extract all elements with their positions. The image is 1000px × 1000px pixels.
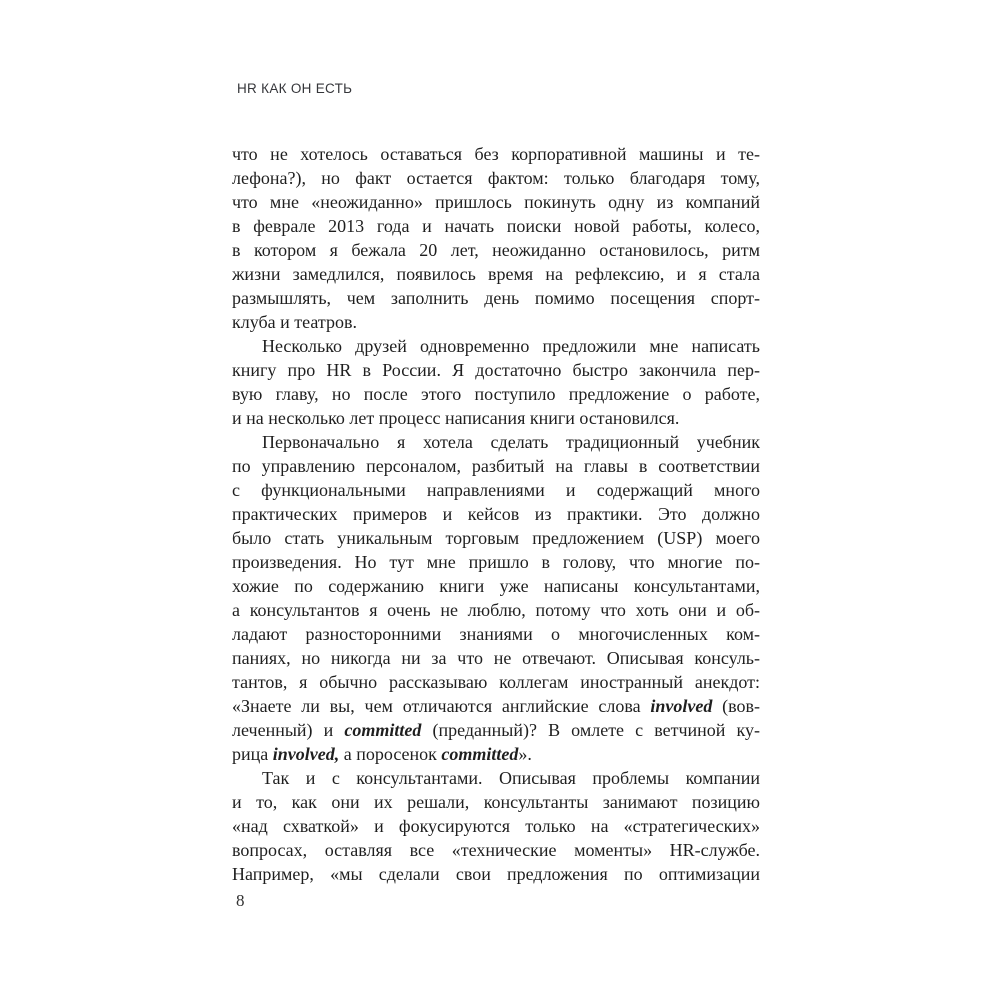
- body-text: в феврале 2013 года и начать поиски новой работы, колесо,: [232, 216, 760, 236]
- body-text: «над схваткой» и фокусируются только на «стратегических»: [232, 816, 760, 836]
- text-line: [232, 766, 760, 790]
- text-line: [232, 622, 760, 646]
- emphasis-text: involved: [650, 696, 713, 716]
- text-block: [232, 142, 760, 886]
- body-text: в котором я бежала 20 лет, неожиданно остановилось, ритм: [232, 240, 760, 260]
- body-text: Например, «мы сделали свои предложения по оптимизации: [232, 864, 760, 884]
- body-text: а консультантов я очень не люблю, потому что хоть они и об-: [232, 600, 760, 620]
- body-text: что мне «неожиданно» пришлось покинуть одну из компаний: [232, 192, 760, 212]
- emphasis-text: committed: [441, 744, 519, 764]
- text-line: [232, 502, 760, 526]
- paragraph: [232, 766, 760, 886]
- body-text: по управлению персоналом, разбитый на главы в соответствии: [232, 456, 760, 476]
- paragraph: [232, 334, 760, 430]
- text-line: [232, 838, 760, 862]
- body-text: паниях, но никогда ни за что не отвечают. Описывая консуль-: [232, 648, 760, 668]
- text-line: [232, 646, 760, 670]
- text-line: [232, 190, 760, 214]
- body-text: ».: [518, 744, 532, 764]
- text-line: [232, 382, 760, 406]
- text-line: [232, 550, 760, 574]
- text-line: [232, 742, 760, 766]
- body-text: хожие по содержанию книги уже написаны консультантами,: [232, 576, 760, 596]
- body-text: «Знаете ли вы, чем отличаются английские слова: [232, 696, 651, 716]
- text-line: [232, 574, 760, 598]
- page-number: 8: [236, 891, 245, 910]
- text-line: [232, 862, 760, 886]
- body-text: было стать уникальным торговым предложением (USP) моего: [232, 528, 760, 548]
- body-text: вую главу, но после этого поступило предложение о работе,: [232, 384, 760, 404]
- body-text: практических примеров и кейсов из практики. Это должно: [232, 504, 760, 524]
- text-line: [232, 670, 760, 694]
- body-text: и на несколько лет процесс написания книги остановился.: [232, 408, 680, 428]
- body-text: размышлять, чем заполнить день помимо посещения спорт-: [232, 288, 760, 308]
- paragraph: [232, 142, 760, 334]
- text-line: [232, 526, 760, 550]
- text-line: [232, 454, 760, 478]
- running-header: HR КАК ОН ЕСТЬ: [237, 81, 353, 96]
- text-line: [232, 814, 760, 838]
- text-line: [232, 478, 760, 502]
- text-line: [232, 214, 760, 238]
- text-line: [232, 166, 760, 190]
- body-text: Несколько друзей одновременно предложили мне написать: [262, 336, 760, 356]
- body-text: клуба и театров.: [232, 312, 357, 332]
- text-line: [232, 358, 760, 382]
- text-line: [232, 286, 760, 310]
- text-line: [232, 310, 760, 334]
- body-text: ладают разносторонними знаниями о многочисленных ком-: [232, 624, 760, 644]
- text-line: [232, 790, 760, 814]
- paragraph: [232, 430, 760, 766]
- body-text: Так и с консультантами. Описывая проблемы компании: [262, 768, 760, 788]
- body-text: с функциональными направлениями и содержащий много: [232, 480, 760, 500]
- text-line: [232, 334, 760, 358]
- body-text: лефона?), но факт остается фактом: только благодаря тому,: [232, 168, 760, 188]
- emphasis-text: involved,: [272, 744, 340, 764]
- text-line: [232, 142, 760, 166]
- body-text: жизни замедлился, появилось время на рефлексию, и я стала: [232, 264, 760, 284]
- body-text: тантов, я обычно рассказываю коллегам иностранный анекдот:: [232, 672, 760, 692]
- text-line: [232, 262, 760, 286]
- body-text: и то, как они их решали, консультанты занимают позицию: [232, 792, 760, 812]
- text-line: [232, 238, 760, 262]
- body-text: (преданный)? В омлете с ветчиной ку-: [421, 720, 761, 740]
- body-text: (вов-: [712, 696, 760, 716]
- body-text: леченный) и: [232, 720, 345, 740]
- text-line: [232, 694, 760, 718]
- text-line: [232, 430, 760, 454]
- text-line: [232, 598, 760, 622]
- body-text: Первоначально я хотела сделать традиционный учебник: [262, 432, 760, 452]
- body-text: что не хотелось оставаться без корпоративной машины и те-: [232, 144, 760, 164]
- text-line: [232, 718, 760, 742]
- body-text: а поросенок: [339, 744, 442, 764]
- emphasis-text: committed: [344, 720, 422, 740]
- body-text: вопросах, оставляя все «технические моменты» HR-службе.: [232, 840, 760, 860]
- body-text: рица: [232, 744, 273, 764]
- body-text: книгу про HR в России. Я достаточно быстро закончила пер-: [232, 360, 760, 380]
- text-line: [232, 406, 760, 430]
- body-text: произведения. Но тут мне пришло в голову, что многие по-: [232, 552, 760, 572]
